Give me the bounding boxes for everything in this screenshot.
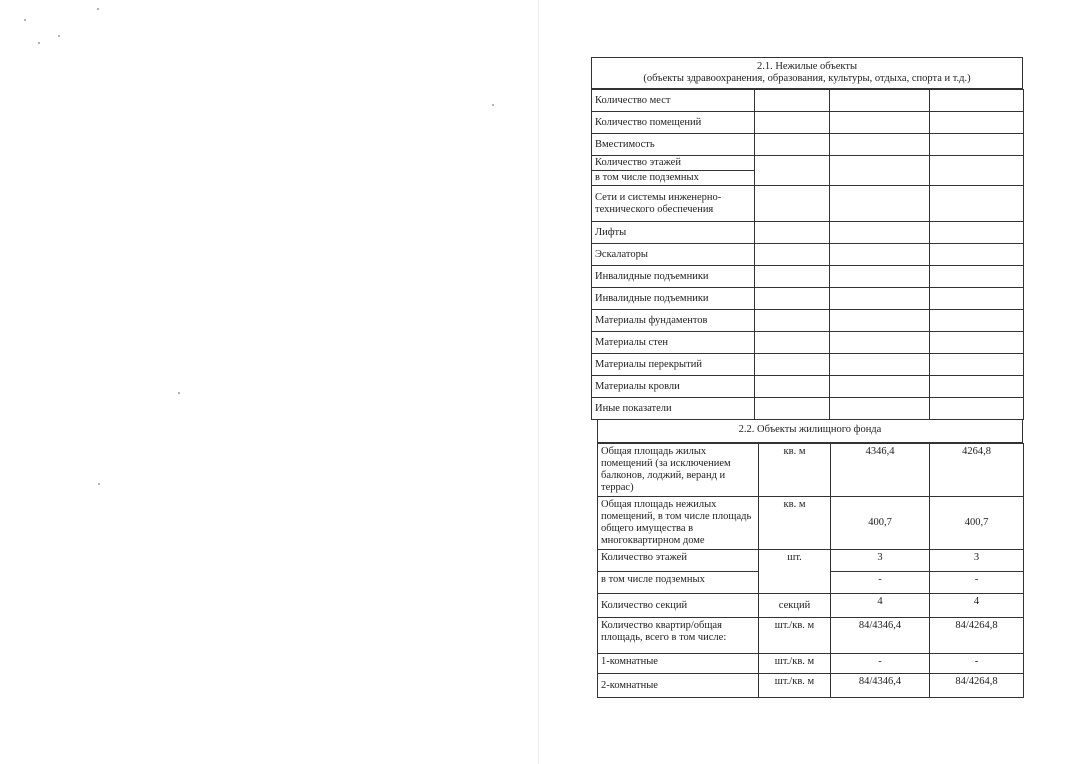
empty-cell xyxy=(830,398,930,420)
table-row xyxy=(592,112,1024,134)
table-row xyxy=(592,332,1024,354)
table-row xyxy=(592,244,1024,266)
empty-cell xyxy=(830,332,930,354)
table-row xyxy=(592,222,1024,244)
unit-cell: шт. xyxy=(759,550,831,594)
unit-cell: кв. м xyxy=(759,497,831,550)
section-22-title: 2.2. Объекты жилищного фонда xyxy=(738,424,882,435)
table-row xyxy=(592,186,1024,222)
empty-cell xyxy=(830,288,930,310)
scan-speck xyxy=(24,19,26,21)
row-label: Количество мест xyxy=(592,90,755,112)
row-label: Общая площадь нежилых помещений, в том числе площадь общего имущества в многоквартирном доме xyxy=(598,497,759,550)
table-row xyxy=(592,310,1024,332)
empty-cell xyxy=(930,186,1024,222)
section-21-caption xyxy=(591,57,1023,89)
empty-cell xyxy=(755,156,830,186)
scan-speck xyxy=(492,104,494,106)
row-label: Сети и системы инженерно-технического обеспечения xyxy=(592,186,755,222)
empty-cell xyxy=(930,112,1024,134)
table-row xyxy=(598,618,1024,654)
value-cell: 84/4264,8 xyxy=(930,618,1024,654)
empty-cell xyxy=(755,398,830,420)
empty-cell xyxy=(830,186,930,222)
row-label: Материалы фундаментов xyxy=(592,310,755,332)
empty-cell xyxy=(930,398,1024,420)
empty-cell xyxy=(930,156,1024,186)
row-label: Материалы стен xyxy=(592,332,755,354)
document-form xyxy=(591,57,1023,698)
section-residential xyxy=(597,419,1023,698)
empty-cell xyxy=(830,222,930,244)
empty-cell xyxy=(755,222,830,244)
empty-cell xyxy=(930,90,1024,112)
row-label: Материалы перекрытий xyxy=(592,354,755,376)
value-cell: - xyxy=(831,654,930,674)
unit-cell: секций xyxy=(759,594,831,618)
empty-cell xyxy=(930,332,1024,354)
empty-cell xyxy=(930,222,1024,244)
row-label: Вместимость xyxy=(592,134,755,156)
value-cell: 4 xyxy=(930,594,1024,618)
empty-cell xyxy=(830,112,930,134)
empty-cell xyxy=(755,288,830,310)
row-label: Количество секций xyxy=(598,594,759,618)
value-cell: - xyxy=(930,572,1024,594)
empty-cell xyxy=(930,134,1024,156)
row-label: Эскалаторы xyxy=(592,244,755,266)
section-21-title: 2.1. Нежилые объекты xyxy=(756,61,858,72)
unit-cell: шт./кв. м xyxy=(759,674,831,698)
table-row xyxy=(598,550,1024,572)
value-cell: 400,7 xyxy=(831,497,930,550)
value-cell: 4264,8 xyxy=(930,444,1024,497)
value-cell: 84/4346,4 xyxy=(831,674,930,698)
section-non-residential xyxy=(591,57,1023,420)
row-label: Инвалидные подъемники xyxy=(592,288,755,310)
row-label: 2-комнатные xyxy=(598,674,759,698)
table-row xyxy=(598,497,1024,550)
value-cell: - xyxy=(831,572,930,594)
empty-cell xyxy=(930,310,1024,332)
table-row xyxy=(592,376,1024,398)
table-row xyxy=(592,266,1024,288)
empty-cell xyxy=(830,310,930,332)
value-cell: 3 xyxy=(831,550,930,572)
empty-cell xyxy=(930,244,1024,266)
row-label: Лифты xyxy=(592,222,755,244)
row-label: Количество квартир/общая площадь, всего в том числе: xyxy=(598,618,759,654)
row-label: Количество этажей xyxy=(592,156,755,171)
empty-cell xyxy=(830,266,930,288)
scan-speck xyxy=(98,483,100,485)
table-row xyxy=(598,594,1024,618)
empty-cell xyxy=(830,354,930,376)
empty-cell xyxy=(755,332,830,354)
table-row xyxy=(598,444,1024,497)
non-residential-table xyxy=(591,89,1024,420)
row-label: в том числе подземных xyxy=(592,171,755,186)
row-label: Количество этажей xyxy=(598,550,759,572)
scan-speck xyxy=(178,392,180,394)
table-row xyxy=(592,354,1024,376)
empty-cell xyxy=(830,376,930,398)
empty-cell xyxy=(755,244,830,266)
empty-cell xyxy=(755,310,830,332)
section-21-subtitle: (объекты здравоохранения, образования, культуры, отдыха, спорта и т.д.) xyxy=(643,73,971,84)
empty-cell xyxy=(930,376,1024,398)
empty-cell xyxy=(755,186,830,222)
value-cell: - xyxy=(930,654,1024,674)
table-row xyxy=(592,90,1024,112)
empty-cell xyxy=(755,266,830,288)
scan-speck xyxy=(97,8,99,10)
page-fold-line xyxy=(538,0,539,764)
empty-cell xyxy=(755,90,830,112)
unit-cell: шт./кв. м xyxy=(759,618,831,654)
row-label: Общая площадь жилых помещений (за исключением балконов, лоджий, веранд и террас) xyxy=(598,444,759,497)
empty-cell xyxy=(755,354,830,376)
table-row xyxy=(592,156,1024,171)
unit-cell: кв. м xyxy=(759,444,831,497)
scan-speck xyxy=(58,35,60,37)
row-label: Иные показатели xyxy=(592,398,755,420)
value-cell: 4346,4 xyxy=(831,444,930,497)
scan-speck xyxy=(38,42,40,44)
empty-cell xyxy=(830,156,930,186)
table-row xyxy=(592,288,1024,310)
table-row xyxy=(598,654,1024,674)
table-row xyxy=(592,398,1024,420)
value-cell: 3 xyxy=(930,550,1024,572)
empty-cell xyxy=(830,134,930,156)
table-row xyxy=(592,134,1024,156)
empty-cell xyxy=(755,134,830,156)
residential-table xyxy=(597,443,1024,698)
value-cell: 4 xyxy=(831,594,930,618)
row-label: Количество помещений xyxy=(592,112,755,134)
empty-cell xyxy=(830,244,930,266)
row-label: Инвалидные подъемники xyxy=(592,266,755,288)
row-label: в том числе подземных xyxy=(598,572,759,594)
row-label: 1-комнатные xyxy=(598,654,759,674)
empty-cell xyxy=(755,112,830,134)
value-cell: 84/4264,8 xyxy=(930,674,1024,698)
empty-cell xyxy=(930,266,1024,288)
empty-cell xyxy=(830,90,930,112)
row-label: Материалы кровли xyxy=(592,376,755,398)
empty-cell xyxy=(930,354,1024,376)
empty-cell xyxy=(755,376,830,398)
value-cell: 400,7 xyxy=(930,497,1024,550)
value-cell: 84/4346,4 xyxy=(831,618,930,654)
unit-cell: шт./кв. м xyxy=(759,654,831,674)
section-22-caption xyxy=(597,419,1023,443)
empty-cell xyxy=(930,288,1024,310)
table-row xyxy=(598,674,1024,698)
